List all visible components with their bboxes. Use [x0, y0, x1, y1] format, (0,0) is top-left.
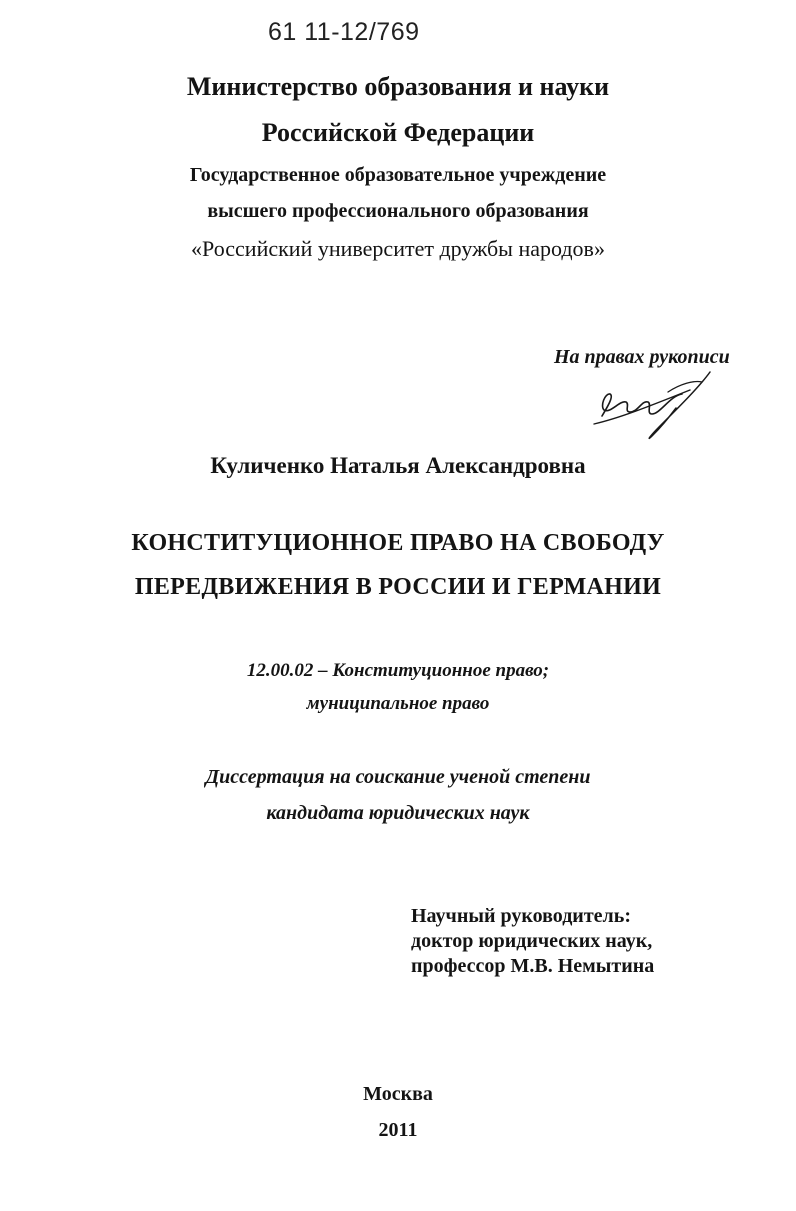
- university-name: «Российский университет дружбы народов»: [191, 236, 605, 261]
- supervisor-name: профессор М.В. Немытина: [411, 955, 655, 977]
- institution-line-1: Государственное образовательное учреждение: [189, 164, 607, 186]
- ministry-line-1: Министерство образования и науки: [186, 72, 610, 101]
- institution-line-2: высшего профессионального образования: [207, 200, 589, 222]
- supervisor-degree: доктор юридических наук,: [411, 930, 653, 952]
- manuscript-note: На правах рукописи: [554, 346, 730, 368]
- title-line-1: КОНСТИТУЦИОННОЕ ПРАВО НА СВОБОДУ: [131, 530, 665, 556]
- degree-line-2: кандидата юридических наук: [266, 802, 530, 824]
- author-name: Куличенко Наталья Александровна: [210, 453, 586, 478]
- specialty-line-2: муниципальное право: [306, 693, 490, 714]
- signature-icon: [590, 366, 725, 444]
- title-line-2: ПЕРЕДВИЖЕНИЯ В РОССИИ И ГЕРМАНИИ: [134, 574, 662, 600]
- degree-line-1: Диссертация на соискание ученой степени: [205, 766, 591, 788]
- ministry-line-2: Российской Федерации: [261, 118, 535, 147]
- supervisor-label: Научный руководитель:: [411, 905, 631, 927]
- archive-code: 61 11-12/769: [268, 18, 420, 46]
- year: 2011: [378, 1119, 418, 1141]
- specialty-line-1: 12.00.02 – Конституционное право;: [246, 660, 550, 681]
- city: Москва: [363, 1083, 433, 1105]
